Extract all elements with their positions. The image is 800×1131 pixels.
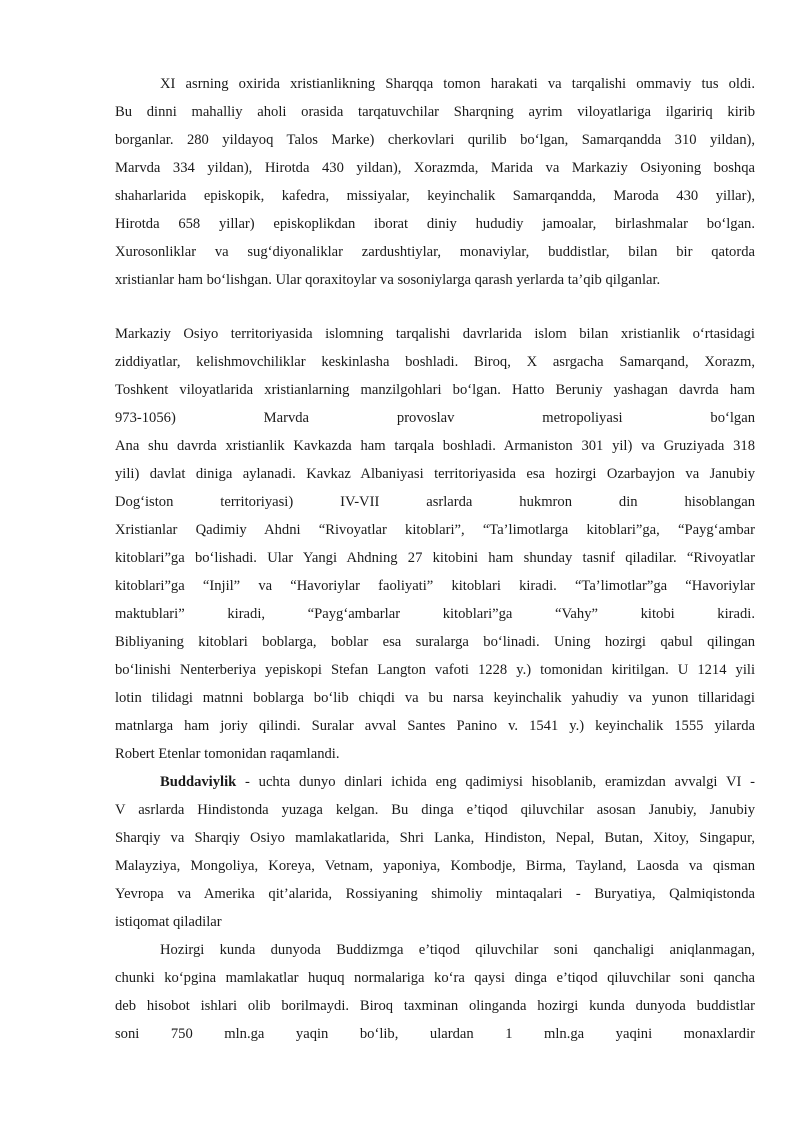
paragraph-buddhism [115, 768, 755, 936]
text-line: Marvda 334 yildan), Hirotda 430 yildan), Xorazmda, Marida va Markaziy Osiyoning boshqa [115, 160, 755, 176]
text-line: lotin tilidagi matnni boblarga bo‘lib chiqdi va bu narsa keyinchalik yahudiy va yunon tillaridagi [115, 690, 755, 706]
paragraph-gap [115, 294, 755, 320]
text-line: Hirotda 658 yillar) episkoplikdan iborat diniy hududiy jamoalar, birlashmalar bo‘lgan. [115, 216, 755, 232]
text-line: istiqomat qiladilar [115, 914, 222, 930]
text-line: borganlar. 280 yildayoq Talos Marke) cherkovlari qurilib bo‘lgan, Samarqandda 310 yildan), [115, 132, 755, 148]
paragraph-central-asia [115, 320, 755, 768]
text-line: Bibliyaning kitoblari boblarga, boblar esa suralarga bo‘linadi. Uning hozirgi qabul qilingan [115, 634, 755, 650]
paragraph-christianity-east [115, 70, 755, 294]
document-page [115, 70, 755, 1048]
text-line: Ana shu davrda xristianlik Kavkazda ham tarqala boshladi. Armaniston 301 yil) va Gruziyada 318 [115, 438, 755, 454]
text-line: matnlarga ham joriy qilindi. Suralar avval Santes Panino v. 1541 y.) keyinchalik 1555 yilarda [115, 718, 755, 734]
text-line: soni 750 mln.ga yaqin bo‘lib, ulardan 1 mln.ga yaqini monaxlardir [115, 1026, 755, 1042]
text-line: 973-1056) Marvda provoslav metropoliyasi bo‘lgan [115, 410, 755, 426]
text-line: bo‘linishi Nenterberiya yepiskopi Stefan Langton vafoti 1228 y.) tomonidan kiritilgan. U 1214 yili [115, 662, 755, 678]
text-line: maktublari” kiradi, “Payg‘ambarlar kitoblari”ga “Vahy” kitobi kiradi. [115, 606, 755, 622]
text-line: Robert Etenlar tomonidan raqamlandi. [115, 746, 340, 762]
text-line: Sharqiy va Sharqiy Osiyo mamlakatlarida, Shri Lanka, Hindiston, Nepal, Butan, Xitoy, Singapur, [115, 830, 755, 846]
text-line: ziddiyatlar, kelishmovchiliklar keskinlasha boshladi. Biroq, X asrgacha Samarqand, Xorazm, [115, 354, 755, 370]
text-line: xristianlar ham bo‘lishgan. Ular qoraxitoylar va sosoniylarga qarash yerlarda ta’qib qilganlar. [115, 272, 661, 288]
text-line: shaharlarida episkopik, kafedra, missiyalar, keyinchalik Samarqandda, Maroda 430 yillar), [115, 188, 755, 204]
text-line: Hozirgi kunda dunyoda Buddizmga e’tiqod qiluvchilar soni qanchaligi aniqlanmagan, [160, 942, 755, 958]
text-line: Malayziya, Mongoliya, Koreya, Vetnam, yaponiya, Kombodje, Birma, Tayland, Laosda va qisman [115, 858, 755, 874]
text-line: Xurosonliklar va sug‘diyonaliklar zardushtiylar, monaviylar, buddistlar, bilan bir qatorda [115, 244, 755, 260]
text-line: Xristianlar Qadimiy Ahdni “Rivoyatlar kitoblari”, “Ta’limotlarga kitoblari”ga, “Payg‘ambar [115, 522, 755, 538]
text-line: Bu dinni mahalliy aholi orasida tarqatuvchilar Sharqning ayrim viloyatlariga ilgaririq kirib [115, 104, 755, 120]
text-line: Markaziy Osiyo territoriyasida islomning tarqalishi davrlarida islom bilan xristianlik o‘rtasidagi [115, 326, 755, 342]
text-line: Toshkent viloyatlarida xristianlarning manzilgohlari bo‘lgan. Hatto Beruniy yashagan davrda ham [115, 382, 755, 398]
text-line: chunki ko‘pgina mamlakatlar huquq normalariga ko‘ra qaysi dinga e’tiqod qiluvchilar soni qancha [115, 970, 755, 986]
text-line: Yevropa va Amerika qit’alarida, Rossiyaning shimoliy mintaqalari - Buryatiya, Qalmiqistonda [115, 886, 755, 902]
text-line [115, 768, 755, 796]
text-line: XI asrning oxirida xristianlikning Sharqqa tomon harakati va tarqalishi ommaviy tus oldi. [160, 76, 755, 92]
text-line: V asrlarda Hindistonda yuzaga kelgan. Bu dinga e’tiqod qiluvchilar asosan Janubiy, Janubiy [115, 802, 755, 818]
text-line: Dog‘iston territoriyasi) IV-VII asrlarda hukmron din hisoblangan [115, 494, 755, 510]
paragraph-buddhist-count [115, 936, 755, 1048]
text-line: yili) davlat diniga aylanadi. Kavkaz Albaniyasi territoriyasida esa hozirgi Ozarbayjon va Janubiy [115, 466, 755, 482]
text-line: kitoblari”ga “Injil” va “Havoriylar faoliyati” kitoblari kiradi. “Ta’limotlar”ga “Havoriylar [115, 578, 755, 594]
term-buddaviylik: Buddaviylik [160, 774, 237, 790]
text-line: kitoblari”ga bo‘lishadi. Ular Yangi Ahdning 27 kitobini ham shunday tasnif qiladilar. “Rivoyatlar [115, 550, 755, 566]
definition-text: - uchta dunyo dinlari ichida eng qadimiysi hisoblanib, eramizdan avvalgi VI - [236, 774, 755, 790]
text-line: deb hisobot ishlari olib borilmaydi. Biroq taxminan olinganda hozirgi kunda dunyoda buddistlar [115, 998, 755, 1014]
